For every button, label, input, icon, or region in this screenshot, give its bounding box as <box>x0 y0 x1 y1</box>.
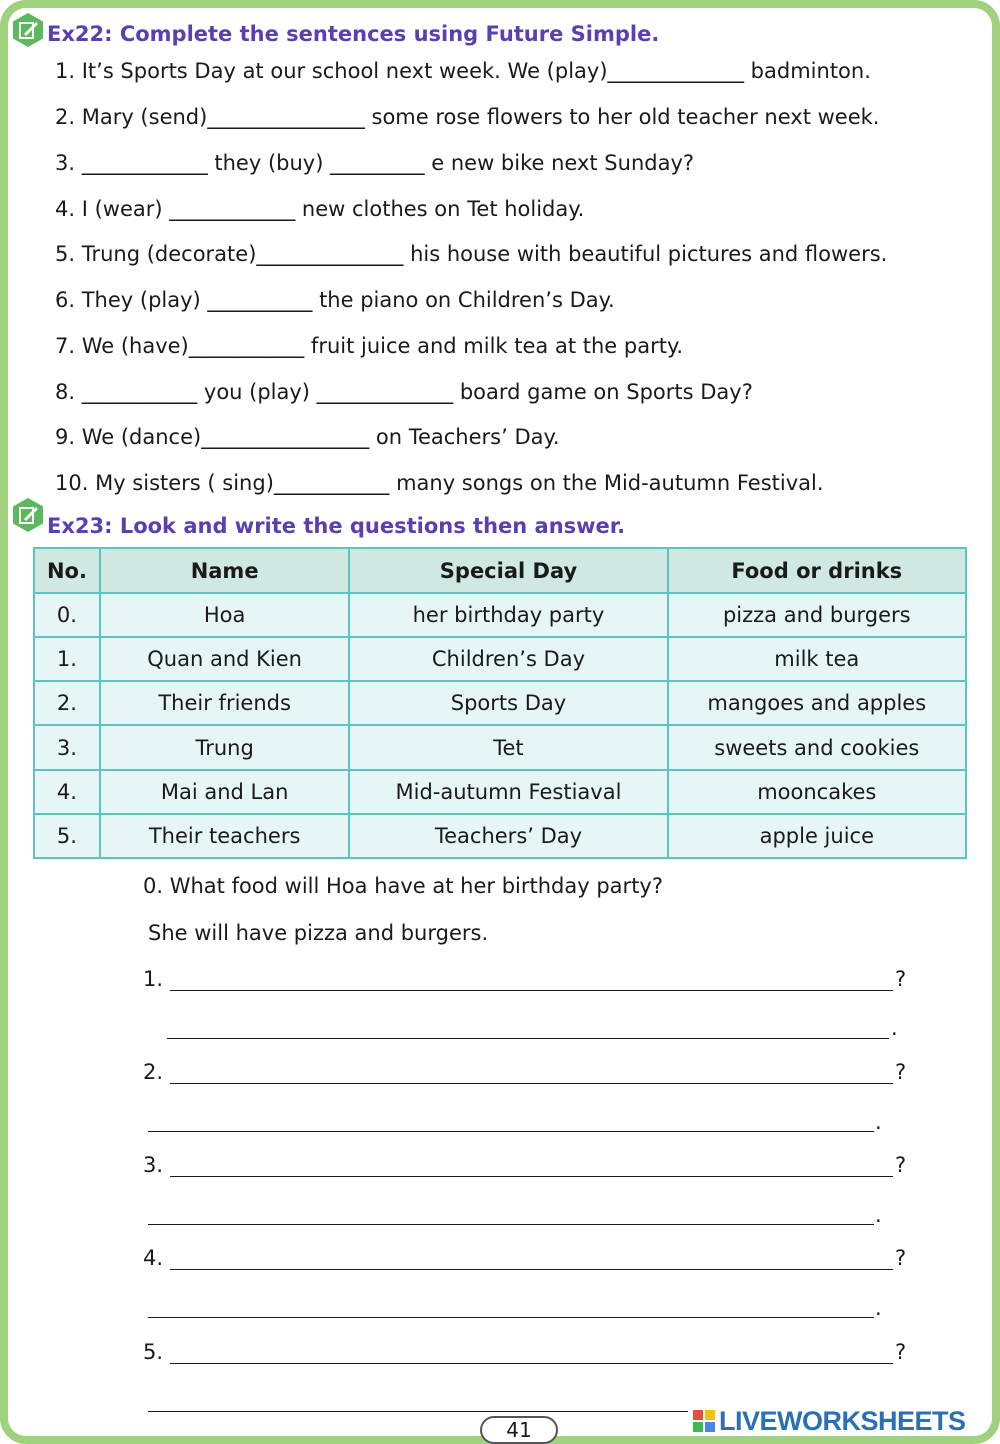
header-name: Name <box>100 548 349 593</box>
table-row <box>34 814 966 858</box>
cell-food: pizza and burgers <box>668 593 966 637</box>
question-number: 1. <box>143 967 164 991</box>
cell-no: 4. <box>34 770 100 814</box>
example-question: 0. What food will Hoa have at her birthday party? <box>143 874 663 898</box>
ex22-sentence-4: 4. I (wear) ____________ new clothes on Tet holiday. <box>55 197 585 221</box>
ex22-sentence-1: 1. It’s Sports Day at our school next week. We (play)_____________ badminton. <box>55 59 871 83</box>
answer-3-line[interactable] <box>148 1224 874 1225</box>
answer-4-line[interactable] <box>148 1317 874 1318</box>
table-row <box>34 593 966 637</box>
ex22-sentence-8: 8. ___________ you (play) _____________ board game on Sports Day? <box>55 380 753 404</box>
cell-no: 0. <box>34 593 100 637</box>
cell-day: Mid-autumn Festiaval <box>349 770 667 814</box>
answer-period: . <box>875 1203 882 1227</box>
ex22-sentence-6: 6. They (play) __________ the piano on Children’s Day. <box>55 288 615 312</box>
ex22-sentence-5: 5. Trung (decorate)______________ his house with beautiful pictures and flowers. <box>55 242 888 266</box>
table-row <box>34 637 966 681</box>
question-mark: ? <box>895 967 907 991</box>
question-4-line[interactable] <box>170 1269 893 1270</box>
header-no: No. <box>34 548 100 593</box>
cell-no: 5. <box>34 814 100 858</box>
question-mark: ? <box>895 1246 907 1270</box>
cell-food: mooncakes <box>668 770 966 814</box>
ex22-sentence-2: 2. Mary (send)_______________ some rose flowers to her old teacher next week. <box>55 105 880 129</box>
table-header-row <box>34 548 966 593</box>
cell-no: 1. <box>34 637 100 681</box>
question-number: 4. <box>143 1246 164 1270</box>
cell-name: Mai and Lan <box>100 770 349 814</box>
answer-period: . <box>875 1296 882 1320</box>
ex22-sentence-9: 9. We (dance)________________ on Teachers’ Day. <box>55 425 560 449</box>
cell-name: Their teachers <box>100 814 349 858</box>
ex22-sentence-10: 10. My sisters ( sing)___________ many songs on the Mid-autumn Festival. <box>55 471 824 495</box>
answer-2-line[interactable] <box>148 1131 874 1132</box>
header-food: Food or drinks <box>668 548 966 593</box>
table-row <box>34 770 966 814</box>
cell-food: apple juice <box>668 814 966 858</box>
question-number: 5. <box>143 1340 164 1364</box>
table-row <box>34 725 966 769</box>
answer-1-line[interactable] <box>167 1038 889 1039</box>
question-mark: ? <box>895 1060 907 1084</box>
page-number: 41 <box>480 1416 558 1444</box>
cell-no: 2. <box>34 681 100 725</box>
cell-food: milk tea <box>668 637 966 681</box>
cell-food: mangoes and apples <box>668 681 966 725</box>
special-day-table <box>33 547 967 859</box>
cell-day: Teachers’ Day <box>349 814 667 858</box>
liveworksheets-logo <box>693 1404 966 1438</box>
cell-food: sweets and cookies <box>668 725 966 769</box>
cell-name: Hoa <box>100 593 349 637</box>
answer-period: . <box>875 1110 882 1134</box>
answer-5-line[interactable] <box>148 1411 688 1412</box>
pencil-hexagon-icon <box>10 12 46 48</box>
example-answer: She will have pizza and burgers. <box>148 921 489 945</box>
pencil-hexagon-icon <box>10 497 46 533</box>
liveworksheets-icon <box>693 1410 715 1432</box>
brand-name: LIVEWORKSHEETS <box>719 1405 966 1436</box>
ex22-title: Ex22: Complete the sentences using Future Simple. <box>47 22 660 46</box>
header-special-day: Special Day <box>349 548 667 593</box>
question-number: 2. <box>143 1060 164 1084</box>
question-number: 3. <box>143 1153 164 1177</box>
question-5-line[interactable] <box>170 1363 893 1364</box>
question-mark: ? <box>895 1153 907 1177</box>
cell-day: Tet <box>349 725 667 769</box>
question-2-line[interactable] <box>170 1083 893 1084</box>
cell-name: Their friends <box>100 681 349 725</box>
ex22-sentence-7: 7. We (have)___________ fruit juice and milk tea at the party. <box>55 334 684 358</box>
question-1-line[interactable] <box>170 990 893 991</box>
cell-day: Sports Day <box>349 681 667 725</box>
answer-period: . <box>891 1016 898 1040</box>
cell-day: Children’s Day <box>349 637 667 681</box>
ex23-title: Ex23: Look and write the questions then answer. <box>47 514 626 538</box>
cell-name: Trung <box>100 725 349 769</box>
question-mark: ? <box>895 1340 907 1364</box>
table-row <box>34 681 966 725</box>
question-3-line[interactable] <box>170 1176 893 1177</box>
cell-no: 3. <box>34 725 100 769</box>
cell-day: her birthday party <box>349 593 667 637</box>
cell-name: Quan and Kien <box>100 637 349 681</box>
ex22-sentence-3: 3. ____________ they (buy) _________ e new bike next Sunday? <box>55 151 695 175</box>
